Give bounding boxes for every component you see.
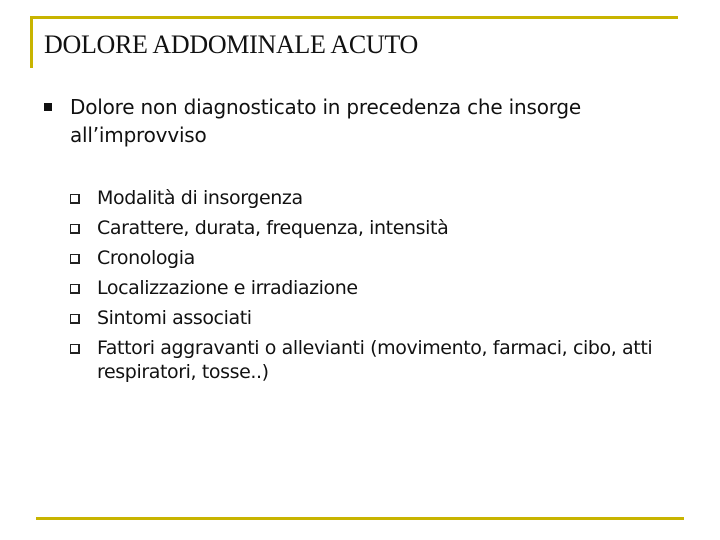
sub-bullet-item [70,276,690,300]
frame-top-line [30,16,678,19]
sub-bullet-text: Sintomi associati [97,307,252,329]
sub-bullet-item [70,216,690,240]
checkbox-bullet-icon [70,344,80,354]
sub-bullet-text: Localizzazione e irradiazione [97,277,358,299]
main-bullet-text: Dolore non diagnosticato in precedenza che insorge all’improvviso [70,95,581,147]
sub-bullet-text: Carattere, durata, frequenza, intensità [97,217,449,239]
slide-title: DOLORE ADDOMINALE ACUTO [44,30,418,59]
checkbox-bullet-icon [70,254,80,264]
sub-bullet-text: Modalità di insorgenza [97,187,303,209]
sub-bullet-item [70,246,690,270]
sub-bullet-item [70,336,690,384]
sub-bullet-item [70,186,690,210]
frame-left-line [30,16,33,68]
checkbox-bullet-icon [70,314,80,324]
sub-bullet-list [70,186,690,384]
sub-bullet-text: Cronologia [97,247,195,269]
square-bullet-icon [44,103,52,111]
frame-bottom-line [36,517,684,520]
checkbox-bullet-icon [70,284,80,294]
checkbox-bullet-icon [70,194,80,204]
sub-bullet-item [70,306,690,330]
checkbox-bullet-icon [70,224,80,234]
sub-bullet-text: Fattori aggravanti o allevianti (movimento, farmaci, cibo, atti respiratori, tosse..) [97,337,653,383]
